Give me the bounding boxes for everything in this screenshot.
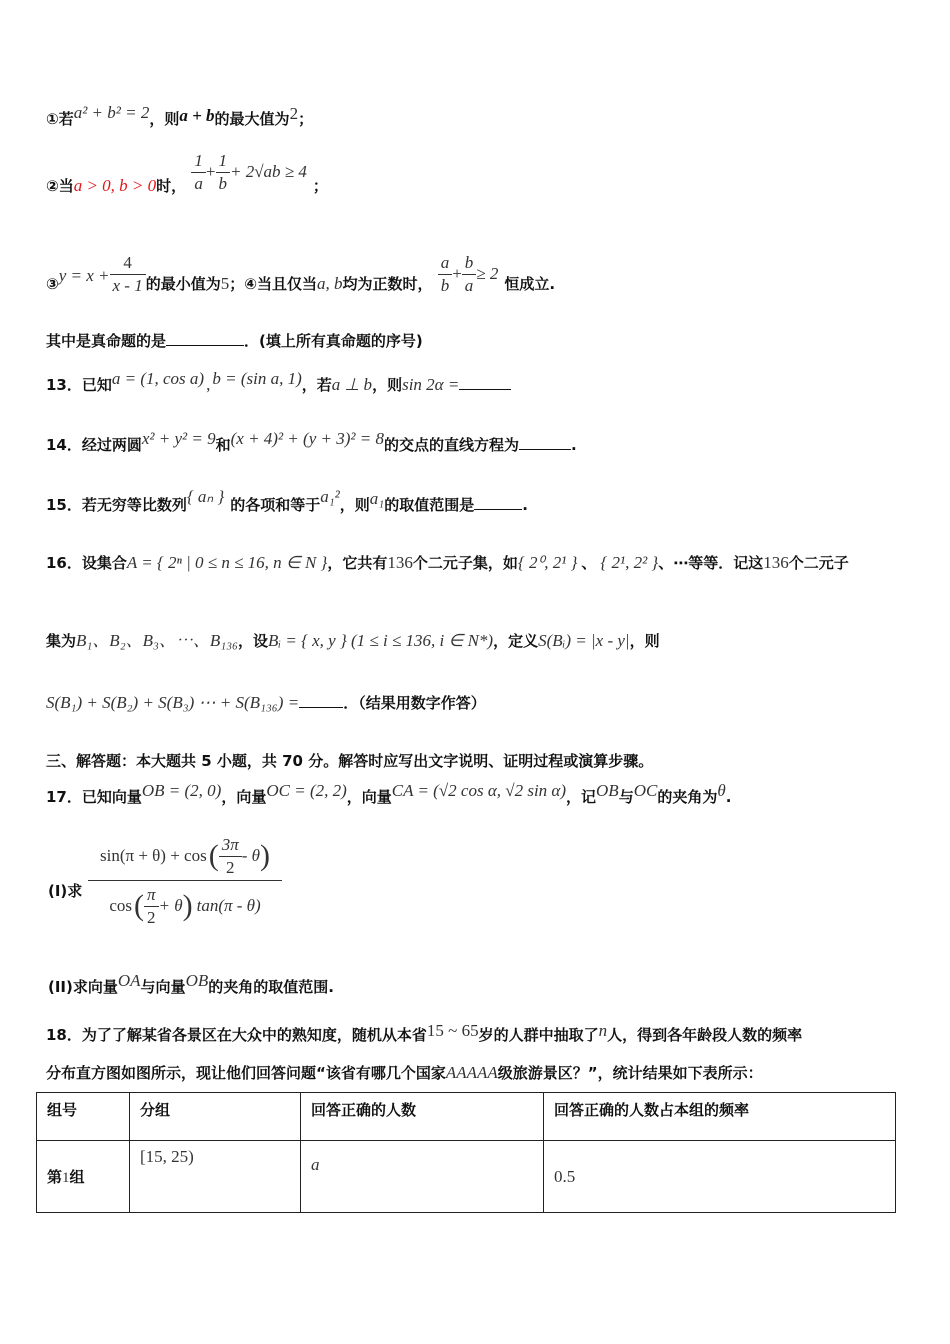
item3-sep: ；	[229, 275, 245, 293]
q18-line1-tail: 人，得到各年龄段人数的频率	[607, 1026, 803, 1044]
item2-condition: a > 0, b > 0	[73, 176, 157, 195]
q18-line1-pre: 18．为了了解某省各景区在大众中的熟知度，随机从本省	[46, 1026, 427, 1044]
q17-mid1: ，向量	[221, 788, 267, 806]
table-cell-group: 第1组	[37, 1141, 130, 1213]
q15-mid1: 的各项和等于	[230, 496, 321, 514]
item4-prefix: ④当且仅当	[244, 275, 317, 293]
q17-num-a: sin(π + θ) + cos	[99, 846, 207, 865]
q15-answer-blank[interactable]	[474, 508, 522, 510]
q17-part1-fraction	[88, 832, 282, 931]
q17-ob3: OB	[185, 971, 209, 990]
q16-sep: 、	[581, 554, 597, 572]
q17-ca: CA = (√2 cos α, √2 sin α)	[391, 781, 567, 800]
q13-number: 13．已知	[46, 376, 112, 394]
q17-part2	[48, 971, 334, 997]
q12-answer-blank[interactable]	[166, 344, 244, 346]
q17-part1-numerator: sin(π + θ) + cos ( $\frac{3\pi}{2}$ - θ )	[88, 832, 282, 881]
q18-line2-pre: 分布直方图如图所示，现让他们回答问题“该省有哪几个国家	[46, 1064, 446, 1082]
item1-mid: ，则	[149, 110, 180, 128]
q16-number: 16．设集合	[46, 554, 127, 572]
q16-set-a: A = { 2ⁿ | 0 ≤ n ≤ 16, n ∈ N }	[126, 553, 328, 572]
q12-question	[46, 330, 423, 351]
q16-subsets: B₁、B₂、B₃、⋯、B₁₃₆	[76, 631, 239, 650]
q18-table	[36, 1092, 896, 1213]
q16-line2-mid: ，设	[238, 632, 269, 650]
q13-mid2: ，则	[372, 376, 403, 394]
table-row	[37, 1141, 896, 1213]
q16-answer-blank[interactable]	[299, 706, 343, 708]
q16-mid1: ，它共有	[327, 554, 388, 572]
q16-line1	[46, 552, 849, 573]
q17-part2-tail: 的夹角的取值范围.	[208, 978, 334, 996]
q12-item2: ②当a > 0, b > 0时， $\frac{1}{a}$ + $\frac{1}{b}$ + 2√ab ≥ 4；	[46, 151, 328, 195]
q17-oa: OA	[117, 971, 141, 990]
q13-mid1: ，若	[301, 376, 332, 394]
q17	[46, 781, 732, 807]
q16-line3	[46, 692, 486, 713]
q16-example1: { 2⁰, 2¹ }	[517, 553, 578, 572]
q17-part2-pre: (II)求向量	[48, 978, 118, 996]
q17-part1-denominator: cos ( $\frac{\pi}{2}$ + θ ) tan(π - θ)	[109, 884, 261, 927]
q17-oc2: OC	[633, 781, 658, 800]
q14-end: .	[570, 436, 577, 454]
q13: 13．已知a = (1, cos a) , b = (sin a, 1)，若a ⊥ b，则sin 2α =	[46, 374, 511, 395]
item3-mid: 的最小值为	[145, 275, 221, 293]
item4-end: 恒成立.	[504, 275, 556, 293]
q18-n: n	[598, 1021, 608, 1040]
table-header-cell: 组号	[37, 1093, 130, 1141]
q15-sequence: { aₙ }	[186, 487, 225, 506]
q16-count: 136	[387, 553, 413, 572]
table-header-cell: 回答正确的人数占本组的频率	[544, 1093, 896, 1141]
q16-tail: ．（结果用数字作答）	[343, 694, 486, 712]
q17-oc: OC = (2, 2)	[266, 781, 347, 800]
q12-question-text: 其中是真命题的是	[46, 332, 167, 350]
q17-den-frac: $\frac{\pi}{2}$	[144, 884, 159, 929]
q15-end: .	[522, 496, 528, 514]
item4-frac-ab: $\frac{a}{b}$	[438, 252, 453, 297]
q18-line1-mid: 岁的人群中抽取了	[478, 1026, 599, 1044]
table-header-row	[37, 1093, 896, 1141]
item1-end: ；	[298, 110, 314, 128]
item3-fraction: $\frac{4}{x - 1}$	[110, 252, 146, 297]
q15	[46, 487, 528, 515]
q16-example2: { 2¹, 2² }	[600, 553, 659, 572]
item1-prefix: ①若	[46, 110, 74, 128]
q14-number: 14．经过两圆	[46, 436, 142, 454]
item3-prefix: ③	[46, 275, 59, 293]
q18-line2	[46, 1062, 763, 1083]
q16-line2	[46, 626, 660, 651]
q12-item1	[46, 103, 314, 129]
q14-answer-blank[interactable]	[519, 448, 571, 450]
q17-and: 与	[618, 788, 634, 806]
q13-vector-b: b = (sin a, 1)	[212, 369, 302, 388]
item2-mid: 时，	[156, 177, 187, 195]
q12-item3: ③y = x + $\frac{4}{x - 1}$ 的最小值为5；④当且仅当a, b均为正数时， $\frac{a}{b}$ + $\frac{b}{a}$ ≥ 2恒成立.	[46, 253, 556, 295]
q17-mid2: ，向量	[346, 788, 392, 806]
q16-line2-mid2: ，定义	[493, 632, 539, 650]
item2-frac-b: $\frac{1}{b}$	[216, 150, 231, 195]
q16-mid2: 个二元子集，如	[412, 554, 518, 572]
item2-prefix: ②当	[46, 177, 74, 195]
q17-num-frac: $\frac{3\pi}{2}$	[219, 834, 242, 879]
q17-den-c: tan(π - θ)	[196, 896, 261, 915]
q17-theta: θ	[717, 781, 726, 800]
q17-end: .	[725, 788, 732, 806]
q14-circle2: (x + 4)² + (y + 3)² = 8	[230, 429, 384, 448]
q15-mid2: ，则	[339, 496, 370, 514]
q18-aaaaa: AAAAA	[445, 1063, 498, 1082]
q16-sum: S(B₁) + S(B₂) + S(B₃) ⋯ + S(B₁₃₆) =	[46, 693, 300, 712]
item2-end: ；	[312, 177, 328, 195]
q13-expression: sin 2α =	[402, 375, 460, 394]
q16-s-def: S(Bᵢ) = |x - y|	[538, 631, 630, 650]
q14-tail: 的交点的直线方程为	[383, 436, 519, 454]
q15-a1: a₁	[369, 489, 385, 508]
q17-part2-mid: 与向量	[140, 978, 186, 996]
q13-vector-a: a = (1, cos a)	[111, 369, 205, 388]
table-header-cell: 分组	[130, 1093, 301, 1141]
section3-title: 三、解答题：本大题共 5 小题，共 70 分。解答时应写出文字说明、证明过程或演算步骤。	[46, 752, 654, 770]
q17-ob: OB = (2, 0)	[141, 781, 222, 800]
q14-circle1: x² + y² = 9	[141, 429, 216, 448]
q13-answer-blank[interactable]	[459, 388, 511, 390]
q16-line2-end: ，则	[629, 632, 660, 650]
q17-den-a: cos	[109, 896, 132, 915]
item4-frac-ba: $\frac{b}{a}$	[462, 252, 477, 297]
item1-mid2: 的最大值为	[214, 110, 290, 128]
q16-line2-pre: 集为	[46, 632, 77, 650]
q12-question-tail: ．(填上所有真命题的序号)	[244, 332, 423, 350]
q15-number: 15．若无穷等比数列	[46, 496, 187, 514]
q18-line1	[46, 1021, 803, 1045]
q17-number: 17．已知向量	[46, 788, 142, 806]
q14	[46, 429, 577, 455]
item4-mid: 均为正数时，	[342, 275, 433, 293]
q17-tail: 的夹角为	[657, 788, 718, 806]
q16-mid3: 、⋯等等．记这	[658, 554, 764, 572]
q18-line2-tail: 级旅游景区？”，统计结果如下表所示：	[497, 1064, 763, 1082]
q17-ob2: OB	[596, 781, 619, 800]
item3-value: 5	[220, 274, 230, 293]
q17-mid3: ，记	[566, 788, 597, 806]
q16-tail1: 个二元子	[788, 554, 849, 572]
q17-part1-label: (I)求	[48, 882, 83, 900]
item4-inequality: ≥ 2	[476, 264, 499, 283]
item4-vars: a, b	[316, 274, 343, 293]
item1-value: 2	[289, 104, 299, 123]
item2-frac-a: $\frac{1}{a}$	[191, 150, 206, 195]
q17-num-b: - θ	[241, 846, 261, 865]
table-cell-correct: a	[301, 1141, 544, 1213]
item2-expression-tail: + 2√ab ≥ 4	[230, 162, 307, 181]
table-header-cell: 回答正确的人数	[301, 1093, 544, 1141]
item1-condition: a² + b² = 2	[73, 103, 150, 122]
q18-range: 15 ~ 65	[426, 1021, 479, 1040]
q15-sum: a₁²	[320, 487, 340, 506]
q16-bi-def: Bᵢ = { x, y } (1 ≤ i ≤ 136, i ∈ N*)	[268, 631, 494, 650]
q13-condition: a ⊥ b	[331, 375, 373, 394]
item1-expression: a + b	[179, 106, 215, 125]
item3-expression-head: y = x +	[58, 266, 110, 285]
table-cell-frequency: 0.5	[544, 1141, 896, 1213]
table-cell-interval: [15, 25)	[130, 1141, 301, 1213]
q14-and: 和	[215, 436, 231, 454]
q17-den-b: + θ	[158, 896, 183, 915]
q16-count2: 136	[763, 553, 789, 572]
q15-tail: 的取值范围是	[384, 496, 475, 514]
